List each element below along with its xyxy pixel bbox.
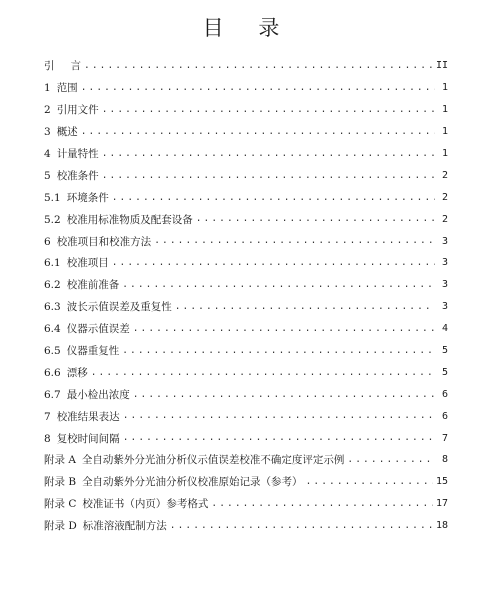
toc-entry-number: 6.3: [44, 301, 61, 314]
toc-page-number: 5: [441, 345, 448, 357]
toc-page-number: 1: [441, 126, 448, 138]
toc-leader-dots: [211, 499, 433, 509]
toc-leader-dots: [81, 127, 435, 137]
toc-entry-title: 校准证书（内页）参考格式: [82, 498, 209, 511]
toc-entry-number: 5.1: [44, 191, 61, 204]
toc-leader-dots: [196, 214, 435, 224]
toc-entry[interactable]: [44, 449, 448, 471]
toc-entry-title: 计量特性: [56, 148, 99, 160]
toc-leader-dots: [102, 105, 435, 115]
toc-entry-number: 附录 A: [44, 454, 76, 467]
toc-page-number: 4: [441, 323, 448, 335]
toc-entry-label: [44, 343, 119, 358]
toc-page-number: 5: [441, 366, 448, 378]
toc-entry-title: 波长示值误差及重复性: [66, 301, 172, 314]
toc-entry-number: 附录 B: [44, 476, 77, 489]
toc-entry[interactable]: [44, 252, 448, 274]
toc-entry-number: 6.4: [44, 323, 61, 336]
toc-leader-dots: [123, 411, 435, 421]
toc-page-number: 3: [441, 235, 448, 247]
toc-leader-dots: [133, 324, 435, 334]
toc-entry[interactable]: [44, 515, 448, 537]
toc-entry[interactable]: [44, 77, 448, 99]
toc-entry-title: 引用文件: [56, 104, 99, 117]
toc-entry-title: 环境条件: [66, 191, 109, 204]
toc-entry-title: 全自动紫外分光油分析仪示值误差校准不确定度评定示例: [81, 454, 345, 467]
toc-page-number: 18: [435, 520, 448, 532]
toc-leader-dots: [81, 83, 435, 93]
toc-entry-title: 校准前准备: [66, 279, 120, 292]
toc-leader-dots: [170, 521, 433, 531]
toc-entry-number: 7: [44, 410, 51, 423]
toc-entry-number: 2: [44, 104, 51, 117]
toc-leader-dots: [122, 280, 435, 290]
toc-entry-title: 校准用标准物质及配套设备: [66, 213, 193, 226]
toc-entry[interactable]: [44, 99, 448, 121]
toc-entry-label: [44, 321, 130, 336]
toc-entry[interactable]: [44, 143, 448, 165]
toc-entry-label: [44, 190, 109, 205]
toc-page-number: 3: [441, 279, 448, 291]
toc-entry-number: 8: [44, 432, 51, 445]
toc-entry[interactable]: [44, 427, 448, 449]
toc-entry-number: 1: [44, 82, 51, 95]
toc-entry[interactable]: [44, 405, 448, 427]
toc-entry-title: 标准溶液配制方法: [82, 520, 167, 533]
toc-entry[interactable]: [44, 121, 448, 143]
toc-entry[interactable]: [44, 361, 448, 383]
toc-entry[interactable]: [44, 208, 448, 230]
toc-leader-dots: [91, 368, 435, 378]
toc-entry-title: 言: [70, 60, 81, 73]
toc-leader-dots: [122, 346, 435, 356]
toc-entry-title: 概述: [56, 126, 78, 139]
toc-leader-dots: [154, 236, 435, 246]
toc-entry-number: 6.1: [44, 257, 61, 270]
toc-entry-number: 4: [44, 148, 51, 160]
toc-page-number: 1: [441, 104, 448, 116]
toc-page-number: 2: [441, 213, 448, 225]
toc-entry-label: [44, 496, 208, 511]
toc-leader-dots: [84, 61, 433, 71]
toc-page-number: 1: [441, 148, 448, 159]
toc-entry-label: [44, 234, 151, 249]
toc-leader-dots: [112, 193, 435, 203]
toc-entry-label: [44, 212, 193, 227]
toc-page-number: 6: [441, 388, 448, 400]
toc-page-number: 8: [441, 454, 448, 466]
toc-entry-label: [44, 124, 78, 139]
toc-leader-dots: [175, 302, 435, 312]
toc-leader-dots: [347, 455, 435, 465]
toc-entry-title: 范围: [56, 82, 78, 95]
toc-entry[interactable]: [44, 186, 448, 208]
toc-entry-label: [44, 277, 119, 292]
toc-entry-label: [44, 168, 99, 183]
toc-entry-label: [44, 387, 130, 402]
toc-entry-number: 3: [44, 126, 51, 139]
toc-leader-dots: [123, 433, 435, 443]
toc-leader-dots: [112, 258, 435, 268]
toc-entry-number: 5: [44, 169, 51, 182]
toc-page-number: 15: [435, 476, 448, 488]
toc-entry-title: 漂移: [66, 366, 88, 379]
toc-entry-number: 附录 C: [44, 498, 77, 511]
toc-entry-label: [44, 409, 120, 424]
toc-entry-label: [44, 146, 99, 161]
toc-entry-label: [44, 474, 303, 489]
toc-entry-label: [44, 102, 99, 117]
toc-leader-dots: [102, 149, 435, 159]
toc-entry-number: 6.6: [44, 366, 61, 379]
toc-entry[interactable]: [44, 471, 448, 493]
toc-entry-title: 仪器重复性: [66, 345, 120, 358]
toc-entry-label: [44, 80, 78, 95]
toc-page-number: 6: [441, 410, 448, 422]
toc-entry-number: 5.2: [44, 213, 61, 226]
toc-entry-label: [44, 255, 109, 270]
toc-entry-number: 引: [44, 60, 55, 73]
toc-entry-title: 复校时间间隔: [56, 432, 120, 445]
toc-leader-dots: [102, 171, 435, 181]
toc-entry-title: 仪器示值误差: [66, 323, 130, 336]
toc-entry[interactable]: [44, 230, 448, 252]
toc-page-number: 2: [441, 169, 448, 181]
toc-page-number: 3: [441, 301, 448, 313]
table-of-contents: [44, 55, 448, 537]
toc-entry-label: [44, 365, 88, 380]
toc-page-number: 2: [441, 191, 448, 203]
toc-entry[interactable]: [44, 55, 448, 77]
toc-page-number: II: [435, 60, 448, 72]
toc-entry-number: 6.5: [44, 345, 61, 358]
toc-entry-title: 最小检出浓度: [66, 388, 130, 401]
toc-entry-title: 全自动紫外分光油分析仪校准原始记录（参考）: [82, 476, 303, 489]
toc-entry-title: 校准结果表达: [56, 410, 120, 423]
toc-entry[interactable]: [44, 340, 448, 362]
toc-page-number: 17: [435, 498, 448, 510]
toc-entry-number: 6.2: [44, 279, 61, 292]
toc-entry-label: [44, 58, 81, 73]
toc-page-number: 7: [441, 432, 448, 444]
page-title: 目 录: [202, 16, 294, 40]
toc-entry-label: [44, 299, 172, 314]
toc-entry[interactable]: [44, 493, 448, 515]
toc-entry[interactable]: [44, 274, 448, 296]
toc-entry-title: 校准项目和校准方法: [56, 235, 152, 248]
toc-entry-number: 附录 D: [44, 520, 77, 533]
toc-entry-number: 6.7: [44, 388, 61, 401]
toc-page-number: 3: [441, 257, 448, 269]
toc-entry-label: [44, 518, 167, 533]
toc-page-number: 1: [441, 82, 448, 94]
toc-entry[interactable]: [44, 164, 448, 186]
toc-entry-label: [44, 452, 344, 467]
toc-entry-title: 校准项目: [66, 257, 109, 270]
toc-entry[interactable]: [44, 296, 448, 318]
toc-entry[interactable]: [44, 318, 448, 340]
toc-entry[interactable]: [44, 383, 448, 405]
toc-leader-dots: [306, 477, 433, 487]
toc-entry-number: 6: [44, 235, 51, 248]
toc-entry-title: 校准条件: [56, 169, 99, 182]
toc-leader-dots: [133, 390, 435, 400]
toc-entry-label: [44, 431, 120, 446]
